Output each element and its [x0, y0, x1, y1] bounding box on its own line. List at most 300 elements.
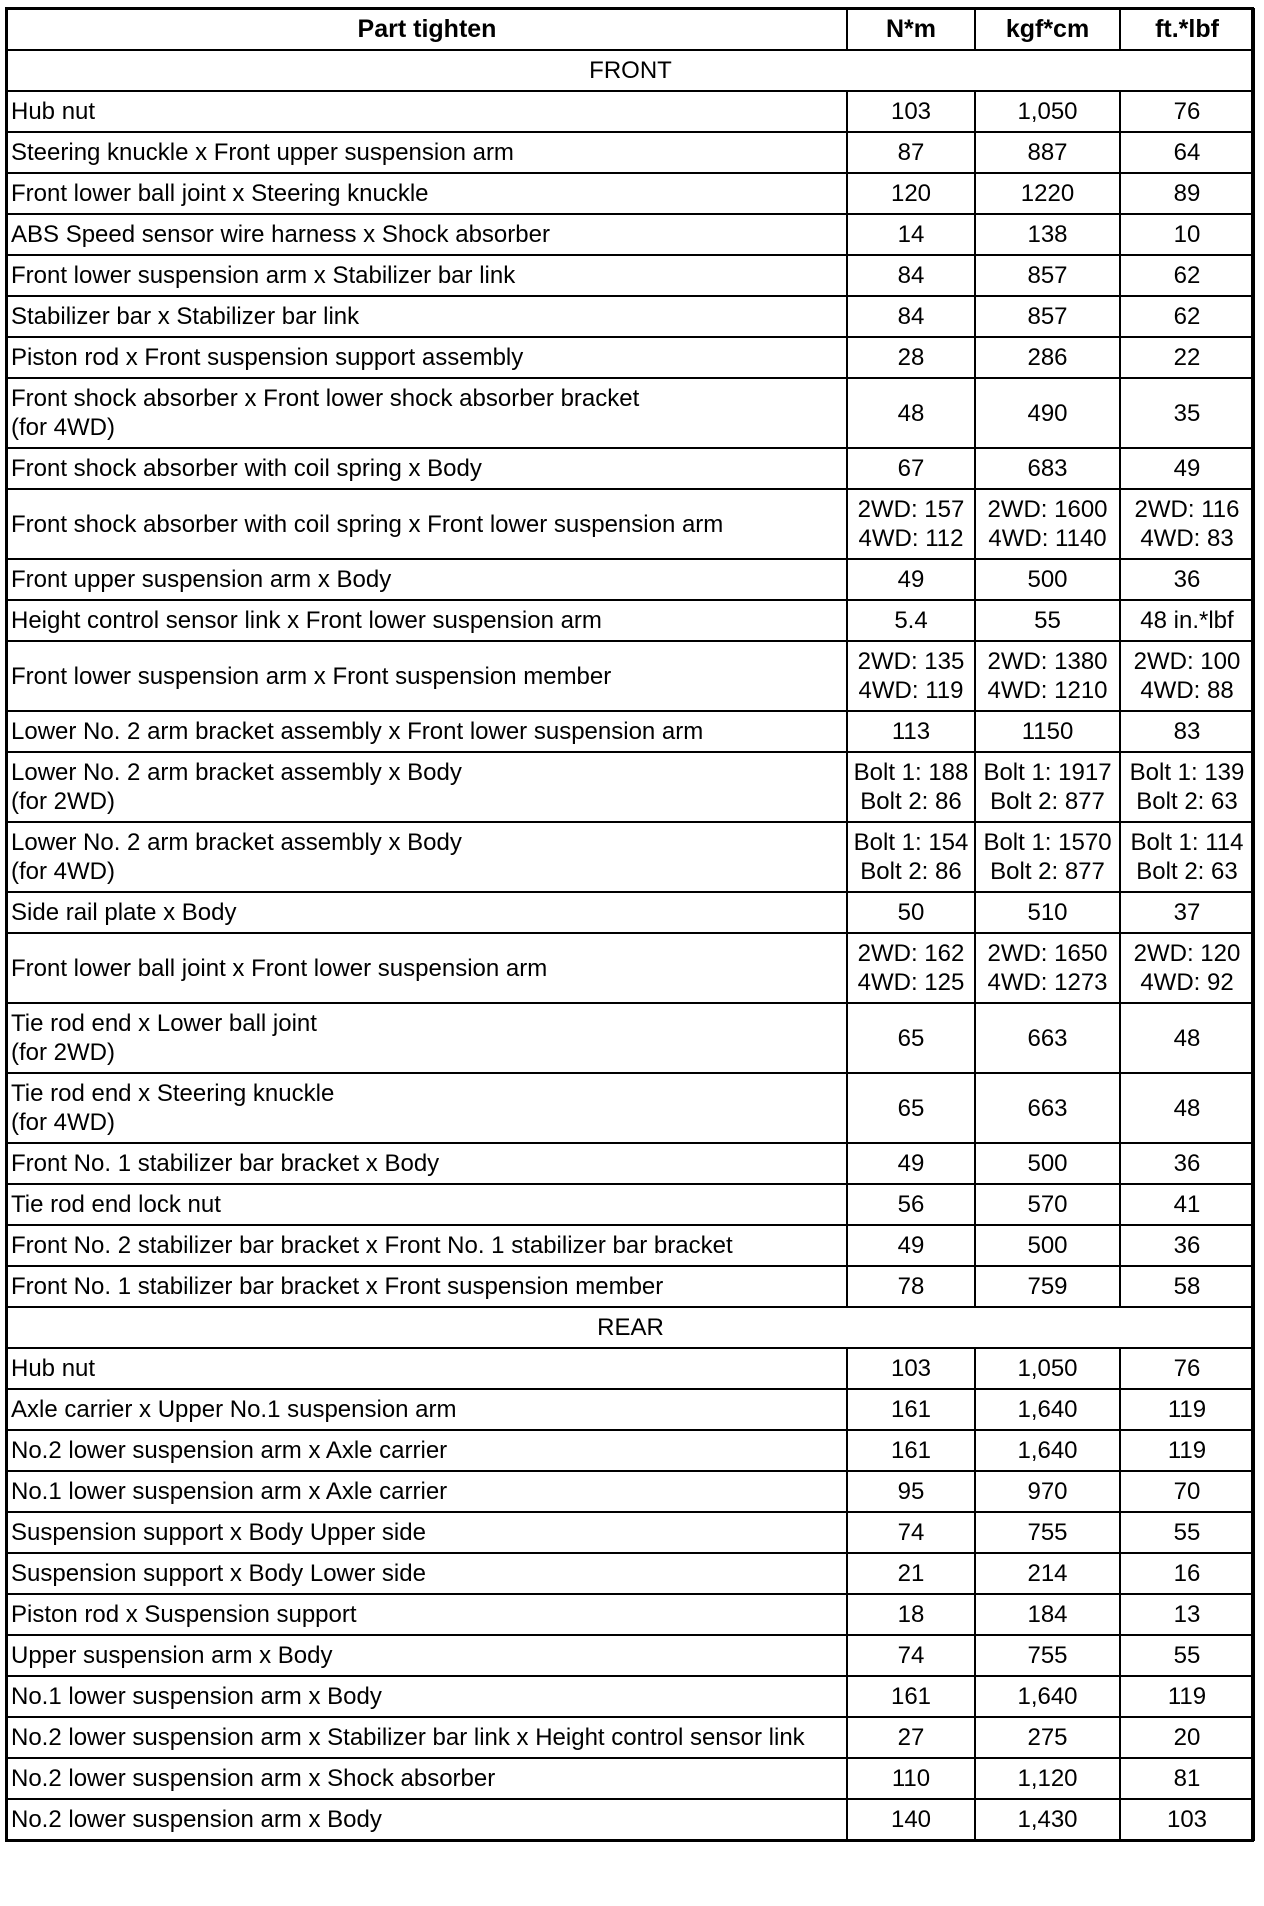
kgfcm-cell: [975, 600, 1120, 641]
table-row: [7, 173, 1254, 214]
cell-line: 2WD: 100: [1133, 648, 1241, 675]
part-cell: [7, 1676, 847, 1717]
cell-line: 20: [1173, 1724, 1201, 1751]
cell-line: 161: [890, 1683, 932, 1710]
cell-line: 37: [1173, 899, 1201, 926]
cell-line: 683: [1027, 455, 1068, 482]
ftlbf-cell: [1120, 641, 1254, 711]
section-row-rear: [7, 1307, 1254, 1348]
cell-line: Piston rod x Front suspension support assembly: [11, 344, 524, 371]
cell-line: 55: [1173, 1642, 1201, 1669]
cell-line: 48: [1173, 1024, 1201, 1052]
cell-line: Stabilizer bar x Stabilizer bar link: [11, 303, 360, 330]
cell-line: 110: [891, 1765, 931, 1792]
cell-line: Bolt 2: 877: [990, 858, 1105, 885]
cell-line: Bolt 2: 63: [1136, 858, 1238, 885]
cell-line: 2WD: 120: [1133, 940, 1241, 967]
cell-line: Bolt 2: 86: [860, 858, 962, 885]
cell-line: 35: [1173, 399, 1201, 427]
nm-cell: [847, 1348, 975, 1389]
kgfcm-cell: [975, 1553, 1120, 1594]
ftlbf-cell: [1120, 600, 1254, 641]
cell-line: 48: [897, 399, 925, 427]
table-row: [7, 1676, 1254, 1717]
cell-line: 41: [1173, 1191, 1201, 1218]
cell-line: 95: [897, 1478, 925, 1505]
cell-line: 5.4: [894, 607, 928, 634]
table-row: [7, 1799, 1254, 1840]
table-row: [7, 378, 1254, 448]
kgfcm-cell: [975, 1003, 1120, 1073]
ftlbf-cell: [1120, 489, 1254, 559]
part-cell: [7, 214, 847, 255]
part-cell: [7, 822, 847, 892]
cell-line: 120: [890, 180, 932, 207]
table-row: [7, 1471, 1254, 1512]
ftlbf-cell: [1120, 1676, 1254, 1717]
kgfcm-cell: [975, 752, 1120, 822]
part-cell: [7, 600, 847, 641]
cell-line: 759: [1027, 1273, 1068, 1300]
table-row: [7, 489, 1254, 559]
ftlbf-cell: [1120, 1799, 1254, 1840]
cell-line: 161: [890, 1437, 932, 1464]
cell-line: 36: [1173, 1150, 1201, 1177]
kgfcm-cell: [975, 1471, 1120, 1512]
cell-line: 1,640: [1017, 1437, 1078, 1464]
cell-line: Front shock absorber with coil spring x Body: [11, 455, 482, 482]
cell-line: 2WD: 157: [857, 496, 965, 523]
cell-line: 663: [1027, 1094, 1068, 1122]
nm-cell: [847, 255, 975, 296]
cell-line: (for 4WD): [11, 1109, 115, 1136]
cell-line: 4WD: 88: [1140, 677, 1234, 704]
cell-line: 490: [1027, 399, 1068, 427]
part-cell: [7, 337, 847, 378]
kgfcm-cell: [975, 132, 1120, 173]
cell-line: Steering knuckle x Front upper suspension arm: [11, 139, 514, 166]
table-row: [7, 1003, 1254, 1073]
cell-line: 16: [1173, 1560, 1201, 1587]
cell-line: 140: [890, 1806, 932, 1833]
nm-cell: [847, 91, 975, 132]
cell-line: Front lower suspension arm x Front suspension member: [11, 662, 612, 690]
nm-cell: [847, 892, 975, 933]
ftlbf-cell: [1120, 711, 1254, 752]
section-label: REAR: [7, 1307, 1254, 1348]
part-cell: [7, 1143, 847, 1184]
ftlbf-cell: [1120, 296, 1254, 337]
cell-line: Front shock absorber x Front lower shock absorber bracket: [11, 385, 640, 412]
kgfcm-cell: [975, 1717, 1120, 1758]
cell-line: 119: [1167, 1683, 1207, 1710]
ftlbf-cell: [1120, 1594, 1254, 1635]
ftlbf-cell: [1120, 337, 1254, 378]
cell-line: Bolt 1: 154: [853, 829, 969, 856]
table-row: [7, 132, 1254, 173]
part-cell: [7, 1553, 847, 1594]
cell-line: Tie rod end lock nut: [11, 1191, 221, 1218]
table-row: [7, 91, 1254, 132]
table-row: [7, 337, 1254, 378]
part-cell: [7, 1073, 847, 1143]
nm-cell: [847, 448, 975, 489]
kgfcm-cell: [975, 933, 1120, 1003]
table-row: [7, 1348, 1254, 1389]
nm-cell: [847, 1676, 975, 1717]
cell-line: 84: [897, 303, 925, 330]
nm-cell: [847, 752, 975, 822]
kgfcm-cell: [975, 1266, 1120, 1307]
nm-cell: [847, 1553, 975, 1594]
kgfcm-cell: [975, 711, 1120, 752]
cell-line: 663: [1027, 1024, 1068, 1052]
cell-line: 887: [1027, 139, 1068, 166]
cell-line: 500: [1027, 1232, 1068, 1259]
ftlbf-cell: [1120, 1471, 1254, 1512]
part-cell: [7, 1184, 847, 1225]
cell-line: 2WD: 1650: [987, 940, 1108, 967]
nm-cell: [847, 1635, 975, 1676]
cell-line: Bolt 1: 1917: [983, 759, 1112, 786]
cell-line: 48: [1173, 1094, 1201, 1122]
table-row: [7, 1389, 1254, 1430]
cell-line: Bolt 1: 188: [853, 759, 969, 786]
part-cell: [7, 641, 847, 711]
cell-line: Suspension support x Body Lower side: [11, 1560, 426, 1587]
cell-line: 184: [1027, 1601, 1068, 1628]
kgfcm-cell: [975, 1225, 1120, 1266]
nm-cell: [847, 1184, 975, 1225]
table-row: [7, 822, 1254, 892]
table-row: [7, 1184, 1254, 1225]
cell-line: 1,640: [1017, 1683, 1078, 1710]
table-row: [7, 1073, 1254, 1143]
cell-line: 113: [891, 718, 931, 745]
cell-line: 214: [1027, 1560, 1068, 1587]
part-cell: [7, 173, 847, 214]
table-row: [7, 752, 1254, 822]
cell-line: Upper suspension arm x Body: [11, 1642, 333, 1669]
cell-line: 970: [1027, 1478, 1068, 1505]
table-row: [7, 255, 1254, 296]
cell-line: No.1 lower suspension arm x Axle carrier: [11, 1478, 448, 1505]
header-part-tighten: Part tighten: [7, 9, 847, 50]
cell-line: No.2 lower suspension arm x Shock absorber: [11, 1765, 496, 1792]
table-row: [7, 1266, 1254, 1307]
cell-line: 22: [1173, 344, 1201, 371]
cell-line: 74: [897, 1642, 925, 1669]
cell-line: 84: [897, 262, 925, 289]
table-row: [7, 892, 1254, 933]
cell-line: 1,640: [1017, 1396, 1078, 1423]
nm-cell: [847, 1073, 975, 1143]
ftlbf-cell: [1120, 1073, 1254, 1143]
ftlbf-cell: [1120, 378, 1254, 448]
kgfcm-cell: [975, 448, 1120, 489]
table-row: [7, 1225, 1254, 1266]
cell-line: 1220: [1020, 180, 1075, 207]
ftlbf-cell: [1120, 822, 1254, 892]
part-cell: [7, 91, 847, 132]
cell-line: Front lower ball joint x Front lower suspension arm: [11, 954, 548, 982]
cell-line: 56: [897, 1191, 925, 1218]
cell-line: 67: [897, 455, 925, 482]
nm-cell: [847, 1512, 975, 1553]
ftlbf-cell: [1120, 1266, 1254, 1307]
cell-line: 49: [897, 566, 925, 593]
part-cell: [7, 296, 847, 337]
cell-line: 510: [1027, 899, 1068, 926]
cell-line: 78: [897, 1273, 925, 1300]
nm-cell: [847, 1471, 975, 1512]
ftlbf-cell: [1120, 173, 1254, 214]
ftlbf-cell: [1120, 1512, 1254, 1553]
nm-cell: [847, 173, 975, 214]
table-body: [7, 50, 1254, 1840]
cell-line: Lower No. 2 arm bracket assembly x Front lower suspension arm: [11, 718, 704, 745]
nm-cell: [847, 641, 975, 711]
cell-line: 4WD: 1140: [988, 525, 1107, 552]
kgfcm-cell: [975, 1758, 1120, 1799]
kgfcm-cell: [975, 641, 1120, 711]
part-cell: [7, 1430, 847, 1471]
cell-line: Bolt 2: 63: [1136, 788, 1238, 815]
table-header: [7, 9, 1254, 50]
part-cell: [7, 1003, 847, 1073]
cell-line: 4WD: 1273: [987, 969, 1108, 996]
cell-line: 4WD: 83: [1140, 525, 1234, 552]
cell-line: 87: [897, 139, 925, 166]
kgfcm-cell: [975, 214, 1120, 255]
cell-line: No.2 lower suspension arm x Axle carrier: [11, 1437, 448, 1464]
cell-line: Front upper suspension arm x Body: [11, 566, 392, 593]
cell-line: 74: [897, 1519, 925, 1546]
cell-line: 62: [1173, 303, 1201, 330]
cell-line: 119: [1167, 1437, 1207, 1464]
table-row: [7, 1143, 1254, 1184]
part-cell: [7, 1758, 847, 1799]
cell-line: 4WD: 112: [858, 525, 964, 552]
nm-cell: [847, 337, 975, 378]
part-cell: [7, 1635, 847, 1676]
part-cell: [7, 1799, 847, 1840]
cell-line: 4WD: 1210: [987, 677, 1108, 704]
cell-line: 10: [1173, 221, 1201, 248]
kgfcm-cell: [975, 1676, 1120, 1717]
part-cell: [7, 559, 847, 600]
table-row: [7, 296, 1254, 337]
cell-line: Piston rod x Suspension support: [11, 1601, 357, 1628]
cell-line: 2WD: 162: [857, 940, 965, 967]
cell-line: 89: [1173, 180, 1201, 207]
nm-cell: [847, 132, 975, 173]
cell-line: 1,050: [1017, 98, 1078, 125]
kgfcm-cell: [975, 1184, 1120, 1225]
kgfcm-cell: [975, 489, 1120, 559]
cell-line: (for 4WD): [11, 858, 115, 885]
nm-cell: [847, 1003, 975, 1073]
part-cell: [7, 1717, 847, 1758]
cell-line: 1150: [1021, 718, 1074, 745]
cell-line: 27: [897, 1724, 925, 1751]
table-row: [7, 214, 1254, 255]
kgfcm-cell: [975, 378, 1120, 448]
cell-line: 65: [897, 1094, 925, 1122]
part-cell: [7, 752, 847, 822]
cell-line: Bolt 1: 1570: [983, 829, 1112, 856]
part-cell: [7, 1266, 847, 1307]
kgfcm-cell: [975, 1143, 1120, 1184]
cell-line: 49: [897, 1232, 925, 1259]
ftlbf-cell: [1120, 91, 1254, 132]
ftlbf-cell: [1120, 1430, 1254, 1471]
cell-line: 500: [1027, 1150, 1068, 1177]
cell-line: 18: [897, 1601, 925, 1628]
nm-cell: [847, 1225, 975, 1266]
cell-line: 28: [897, 344, 925, 371]
ftlbf-cell: [1120, 255, 1254, 296]
kgfcm-cell: [975, 1512, 1120, 1553]
part-cell: [7, 1512, 847, 1553]
part-cell: [7, 489, 847, 559]
cell-line: 83: [1173, 718, 1201, 745]
nm-cell: [847, 1594, 975, 1635]
nm-cell: [847, 1758, 975, 1799]
cell-line: 76: [1173, 98, 1201, 125]
cell-line: 1,430: [1017, 1806, 1078, 1833]
nm-cell: [847, 214, 975, 255]
ftlbf-cell: [1120, 933, 1254, 1003]
cell-line: 49: [897, 1150, 925, 1177]
table-row: [7, 1553, 1254, 1594]
cell-line: 4WD: 119: [858, 677, 964, 704]
cell-line: Front shock absorber with coil spring x Front lower suspension arm: [11, 510, 724, 538]
cell-line: 50: [897, 899, 925, 926]
ftlbf-cell: [1120, 1348, 1254, 1389]
cell-line: 64: [1173, 139, 1201, 166]
kgfcm-cell: [975, 559, 1120, 600]
kgfcm-cell: [975, 1073, 1120, 1143]
part-cell: [7, 711, 847, 752]
ftlbf-cell: [1120, 1184, 1254, 1225]
table-row: [7, 600, 1254, 641]
ftlbf-cell: [1120, 1225, 1254, 1266]
nm-cell: [847, 559, 975, 600]
cell-line: 81: [1173, 1765, 1201, 1792]
cell-line: Hub nut: [11, 98, 96, 125]
ftlbf-cell: [1120, 752, 1254, 822]
cell-line: (for 2WD): [11, 1039, 115, 1066]
cell-line: Lower No. 2 arm bracket assembly x Body: [11, 829, 462, 856]
cell-line: 570: [1027, 1191, 1068, 1218]
cell-line: Height control sensor link x Front lower suspension arm: [11, 607, 602, 634]
cell-line: 2WD: 1600: [987, 496, 1108, 523]
nm-cell: [847, 1266, 975, 1307]
header-row: [7, 9, 1254, 50]
cell-line: Suspension support x Body Upper side: [11, 1519, 426, 1546]
table-row: [7, 1594, 1254, 1635]
nm-cell: [847, 489, 975, 559]
cell-line: Front lower suspension arm x Stabilizer bar link: [11, 262, 516, 289]
part-cell: [7, 1594, 847, 1635]
cell-line: 14: [897, 221, 925, 248]
table-row: [7, 1512, 1254, 1553]
cell-line: 755: [1027, 1519, 1068, 1546]
nm-cell: [847, 1143, 975, 1184]
nm-cell: [847, 933, 975, 1003]
part-cell: [7, 1389, 847, 1430]
cell-line: 103: [890, 98, 932, 125]
cell-line: 500: [1027, 566, 1068, 593]
cell-line: Lower No. 2 arm bracket assembly x Body: [11, 759, 462, 786]
cell-line: 4WD: 92: [1140, 969, 1234, 996]
kgfcm-cell: [975, 1348, 1120, 1389]
part-cell: [7, 378, 847, 448]
kgfcm-cell: [975, 337, 1120, 378]
cell-line: Front No. 1 stabilizer bar bracket x Front suspension member: [11, 1273, 664, 1300]
part-cell: [7, 132, 847, 173]
table-row: [7, 559, 1254, 600]
ftlbf-cell: [1120, 214, 1254, 255]
ftlbf-cell: [1120, 1717, 1254, 1758]
cell-line: Bolt 1: 114: [1130, 829, 1244, 856]
kgfcm-cell: [975, 892, 1120, 933]
cell-line: Hub nut: [11, 1355, 96, 1382]
cell-line: Bolt 2: 86: [860, 788, 962, 815]
cell-line: 48 in.*lbf: [1140, 607, 1234, 634]
kgfcm-cell: [975, 173, 1120, 214]
cell-line: 275: [1027, 1724, 1068, 1751]
part-cell: [7, 1225, 847, 1266]
ftlbf-cell: [1120, 448, 1254, 489]
section-label: FRONT: [7, 50, 1254, 91]
cell-line: Tie rod end x Lower ball joint: [11, 1010, 317, 1037]
table-row: [7, 1635, 1254, 1676]
cell-line: 4WD: 125: [857, 969, 965, 996]
ftlbf-cell: [1120, 1389, 1254, 1430]
part-cell: [7, 255, 847, 296]
cell-line: 62: [1173, 262, 1201, 289]
part-cell: [7, 1471, 847, 1512]
cell-line: Front No. 2 stabilizer bar bracket x Front No. 1 stabilizer bar bracket: [11, 1232, 733, 1259]
part-cell: [7, 933, 847, 1003]
header-ftlbf: ft.*lbf: [1120, 9, 1254, 50]
part-cell: [7, 1348, 847, 1389]
cell-line: 2WD: 135: [857, 648, 965, 675]
cell-line: 755: [1027, 1642, 1068, 1669]
table-row: [7, 711, 1254, 752]
cell-line: 58: [1173, 1273, 1201, 1300]
ftlbf-cell: [1120, 559, 1254, 600]
ftlbf-cell: [1120, 1143, 1254, 1184]
cell-line: 36: [1173, 1232, 1201, 1259]
nm-cell: [847, 1430, 975, 1471]
cell-line: 36: [1173, 566, 1201, 593]
ftlbf-cell: [1120, 1758, 1254, 1799]
cell-line: Bolt 2: 877: [990, 788, 1105, 815]
cell-line: 286: [1027, 344, 1068, 371]
kgfcm-cell: [975, 1594, 1120, 1635]
cell-line: (for 2WD): [11, 788, 115, 815]
nm-cell: [847, 600, 975, 641]
cell-line: 857: [1027, 303, 1068, 330]
torque-spec-table: [6, 8, 1255, 1841]
header-nm: N*m: [847, 9, 975, 50]
cell-line: 55: [1034, 607, 1061, 634]
nm-cell: [847, 711, 975, 752]
nm-cell: [847, 822, 975, 892]
